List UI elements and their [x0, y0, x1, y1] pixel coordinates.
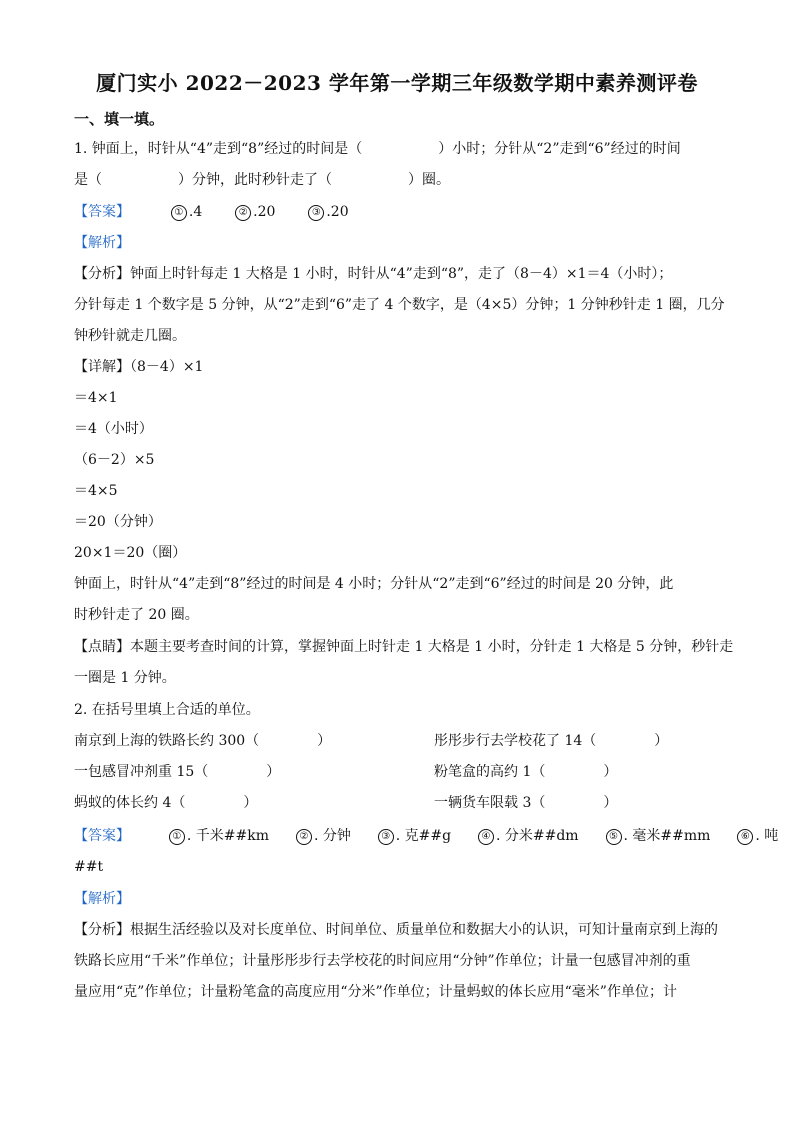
dianjing-tag: 【点睛】 — [74, 639, 130, 655]
q2-answer-wrap: ##t — [74, 859, 104, 875]
circled-number: ② — [235, 205, 251, 221]
circled-number: ① — [169, 829, 185, 845]
q1-dianjing-1: 【点睛】本题主要考查时间的计算，掌握钟面上时针走 1 大格是 1 小时，分针走 1 大格是 5 分钟，秒针走 — [74, 639, 734, 655]
circled-number: ④ — [478, 829, 494, 845]
circled-number: ① — [171, 205, 187, 221]
analysis-tag: 【解析】 — [74, 235, 130, 251]
q1-conclusion-2: 时秒针走了 20 圈。 — [74, 607, 199, 623]
answer-tag: 【答案】 — [74, 204, 130, 220]
fenxi-tag: 【分析】 — [74, 922, 130, 938]
q2-fenxi-1: 【分析】根据生活经验以及对长度单位、时间单位、质量单位和数据大小的认识，可知计量南京到上海的 — [74, 922, 718, 938]
circled-number: ③ — [308, 205, 324, 221]
q1-fenxi-2: 分针每走 1 个数字是 5 分钟，从“2”走到“6”走了 4 个数字，是（4×5）分钟；1 分钟秒针走 1 圈，几分 — [74, 297, 725, 313]
q2-answer: 【答案】 ① . 千米##km ② . 分钟 ③ . 克##g ④ . 分米##dm ⑤ . 毫米##mm ⑥ . 吨 — [74, 828, 779, 844]
analysis-tag: 【解析】 — [74, 891, 130, 907]
q1-step-3: ＝4（小时） — [74, 421, 153, 437]
q1-step-2: ＝4×1 — [74, 390, 118, 406]
q2-stem: 2. 在括号里填上合适的单位。 — [74, 702, 260, 718]
fenxi-tag: 【分析】 — [74, 266, 130, 282]
q1-line-2: 是（ ）分钟，此时秒针走了（ ）圈。 — [74, 172, 450, 188]
page-title: 厦门实小 2022－2023 学年第一学期三年级数学期中素养测评卷 — [96, 71, 698, 95]
q1-step-4: （6－2）×5 — [74, 452, 155, 468]
q1-step-1: 【详解】（8－4）×1 — [74, 359, 204, 375]
answer-tag: 【答案】 — [74, 828, 130, 844]
circled-number: ⑥ — [737, 829, 753, 845]
q1-step-6: ＝20（分钟） — [74, 514, 162, 530]
q1-dianjing-2: 一圈是 1 分钟。 — [74, 670, 176, 686]
q1-step-7: 20×1＝20（圈） — [74, 545, 187, 561]
q1-line-1: 1. 钟面上，时针从“4”走到“8”经过的时间是（ ）小时；分针从“2”走到“6”经过的时间 — [74, 141, 681, 157]
q1-step-5: ＝4×5 — [74, 483, 118, 499]
q1-conclusion-1: 钟面上，时针从“4”走到“8”经过的时间是 4 小时；分针从“2”走到“6”经过的时间是 20 分钟，此 — [74, 576, 674, 592]
q2-fenxi-3: 量应用“克”作单位；计量粉笔盒的高度应用“分米”作单位；计量蚂蚁的体长应用“毫米”作单位；计 — [74, 984, 677, 1000]
q1-answer: 【答案】 ① .4 ② .20 ③ .20 — [74, 204, 349, 220]
circled-number: ③ — [378, 829, 394, 845]
xiangjie-tag: 【详解】 — [74, 359, 130, 375]
circled-number: ⑤ — [606, 829, 622, 845]
q1-fenxi-3: 钟秒针就走几圈。 — [74, 328, 186, 344]
q1-fenxi-1: 【分析】钟面上时针每走 1 大格是 1 小时，时针从“4”走到“8”，走了（8－4）×1＝4（小时）； — [74, 266, 673, 282]
q2-row-2: 一包感冒冲剂重 15（ ） 粉笔盒的高约 1（ ） — [74, 764, 618, 780]
q2-row-3: 蚂蚁的体长约 4（ ） 一辆货车限载 3（ ） — [74, 795, 618, 811]
q2-fenxi-2: 铁路长应用“千米”作单位；计量彤彤步行去学校花的时间应用“分钟”作单位；计量一包感冒冲剂的重 — [74, 953, 691, 969]
section-heading: 一、填一填。 — [74, 110, 165, 128]
q2-row-1: 南京到上海的铁路长约 300（ ） 彤彤步行去学校花了 14（ ） — [74, 733, 669, 749]
circled-number: ② — [296, 829, 312, 845]
